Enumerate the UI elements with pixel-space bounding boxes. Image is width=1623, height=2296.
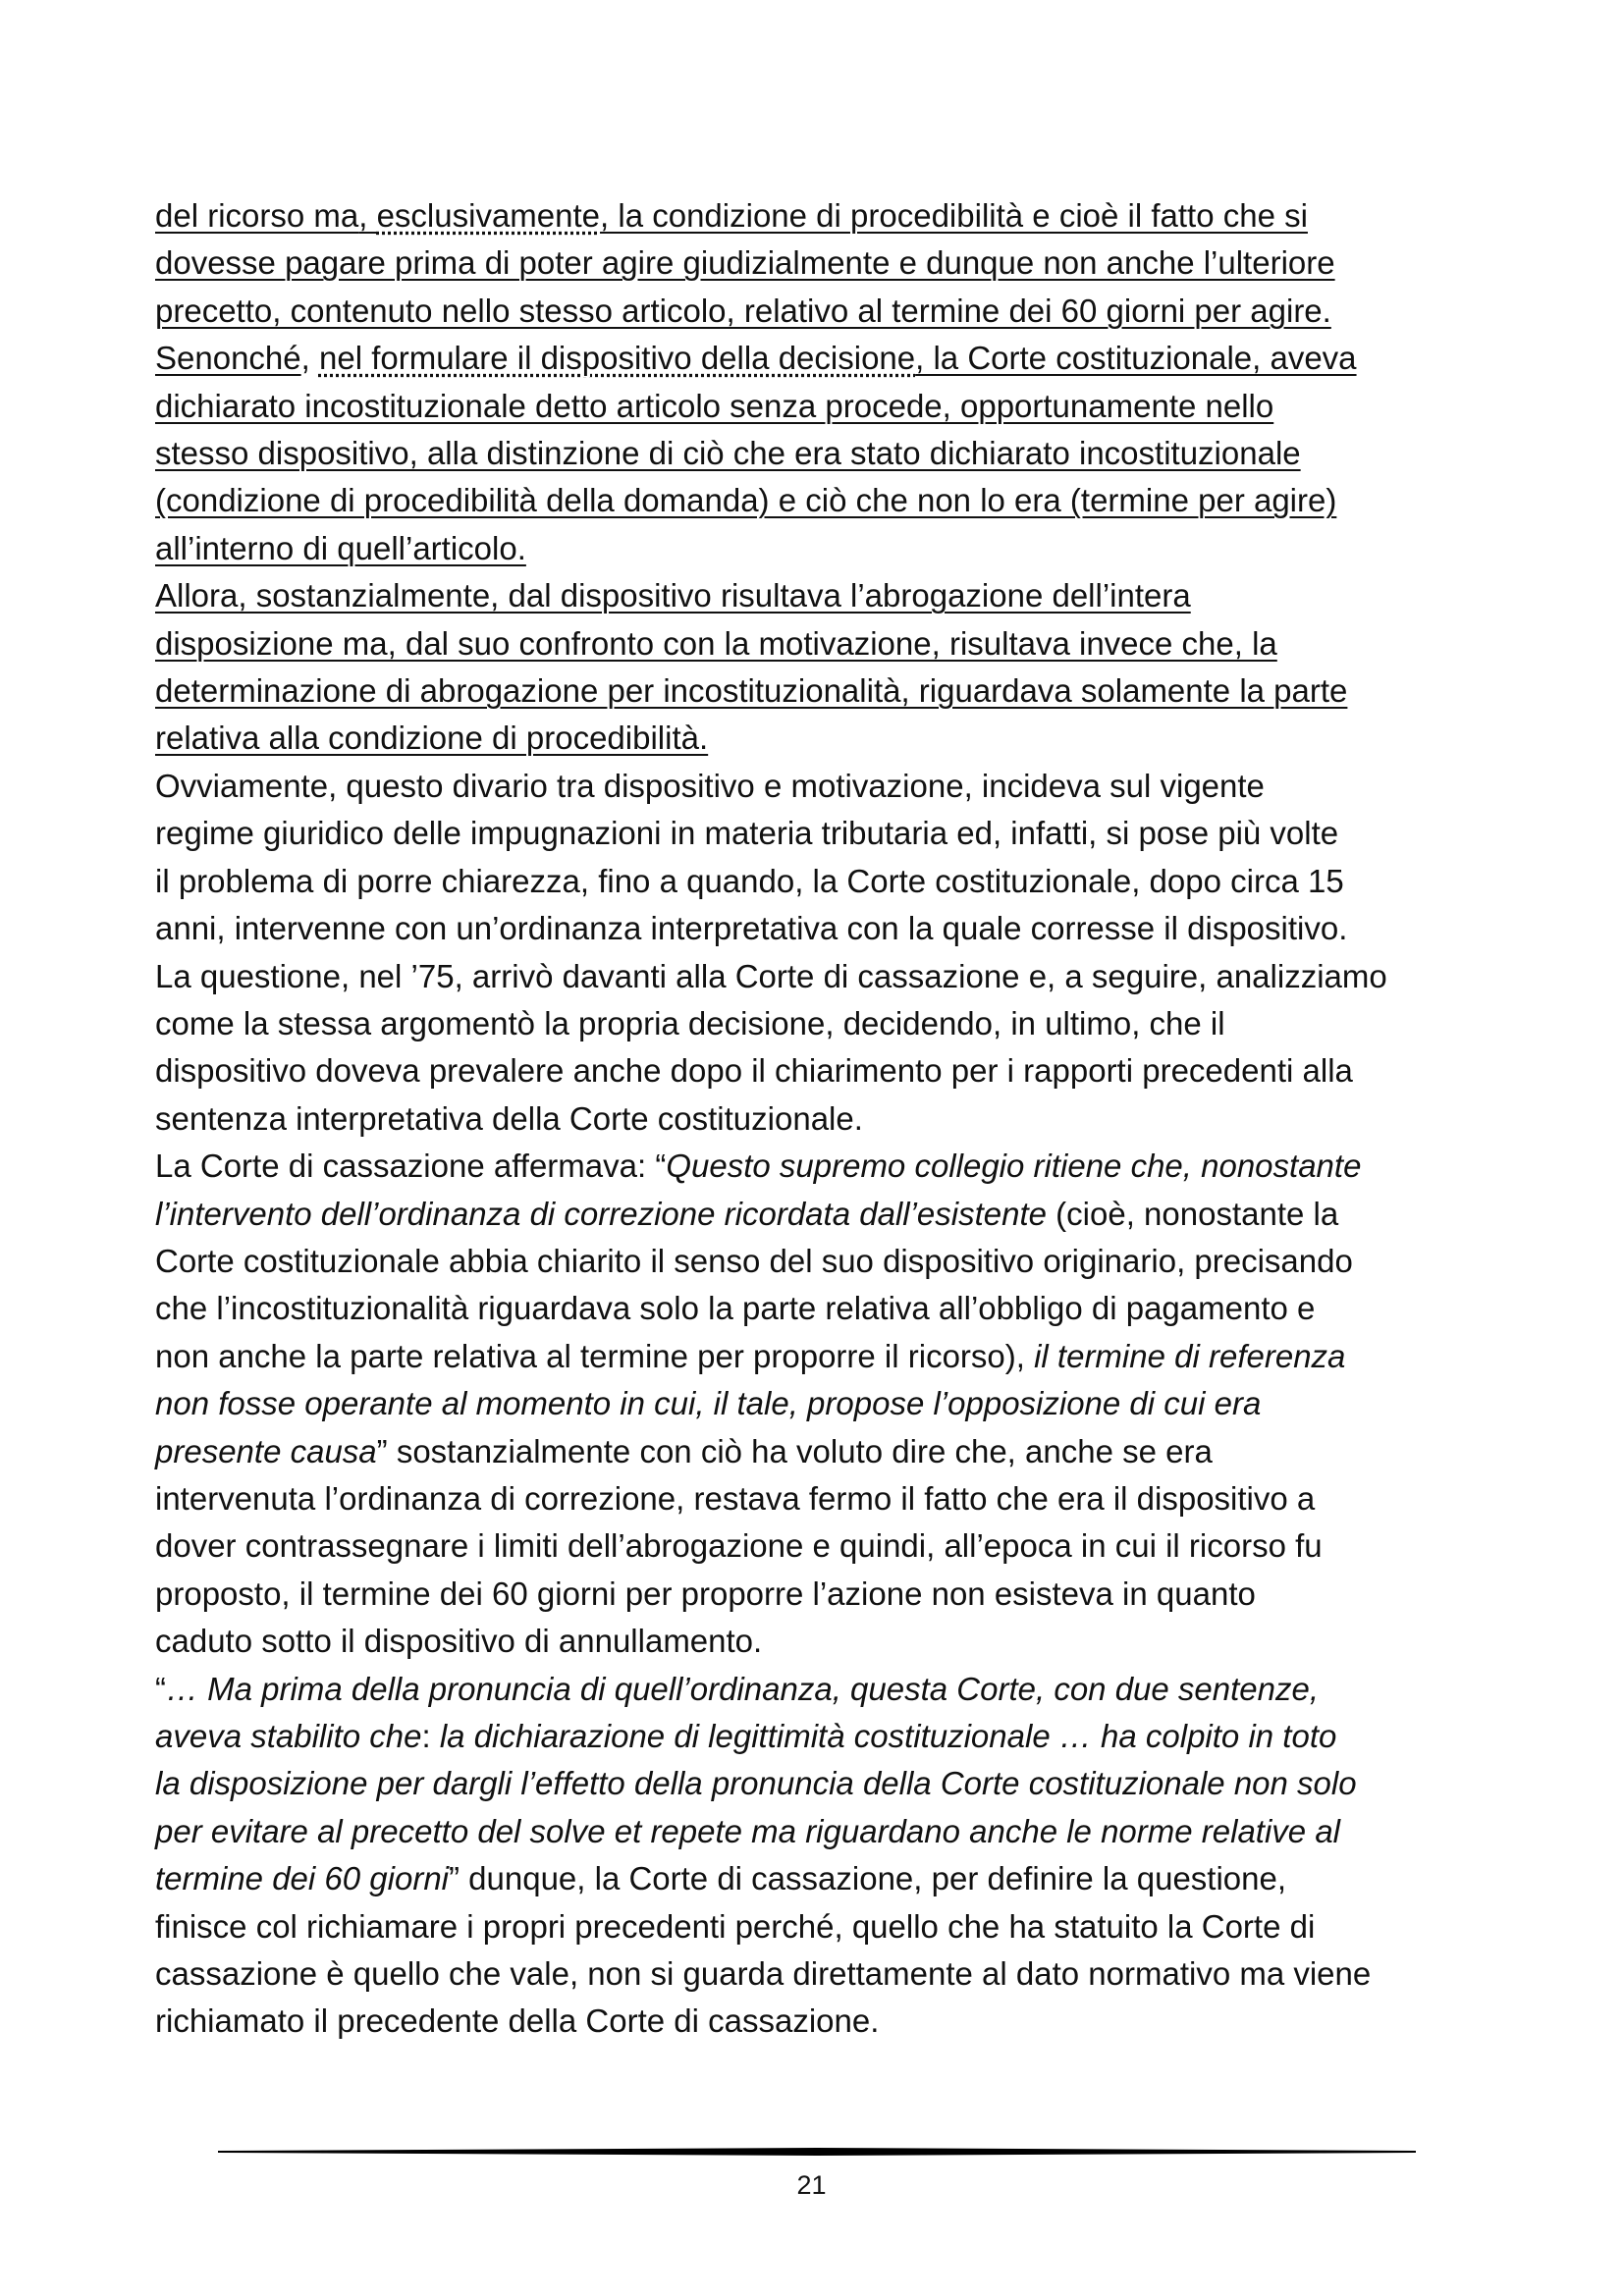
text-run: il termine di referenza [1034, 1337, 1346, 1374]
text-line: anni, intervenne con un’ordinanza interpretativa con la quale corresse il dispositivo. [155, 910, 1348, 947]
text-line: disposizione ma, dal suo confronto con la motivazione, risultava invece che, la [155, 624, 1277, 662]
text-line [155, 192, 1481, 240]
text-run: … Ma prima della pronuncia di quell’ordinanza, questa Corte, con due sentenze, [166, 1670, 1320, 1707]
text-line: stesso dispositivo, alla distinzione di ciò che era stato dichiarato incostituzionale [155, 435, 1301, 472]
text-run: : [421, 1718, 440, 1754]
text-line: precetto, contenuto nello stesso articolo, relativo al termine dei 60 giorni per agire. [155, 292, 1331, 329]
text-line [155, 1666, 1481, 1713]
text-run: esclusivamente [376, 197, 601, 234]
text-run: relativa alla condizione di procedibilità. [155, 720, 709, 757]
text-line [155, 335, 1481, 382]
text-line: La questione, nel ’75, arrivò davanti alla Corte di cassazione e, a seguire, analizziamo [155, 957, 1387, 994]
text-line: cassazione è quello che vale, non si guarda direttamente al dato normativo ma viene [155, 1955, 1372, 1993]
footer-rule-shape [218, 2148, 1416, 2156]
text-line: come la stessa argomentò la propria decisione, decidendo, in ultimo, che il [155, 1004, 1225, 1041]
text-run: “ [155, 1670, 166, 1707]
text-line: proposto, il termine dei 60 giorni per proporre l’azione non esisteva in quanto [155, 1575, 1256, 1612]
text-run: non anche la parte relativa al termine per proporre il ricorso), [155, 1337, 1035, 1374]
text-line: per evitare al precetto del solve et repete ma riguardano anche le norme relative al [155, 1812, 1341, 1849]
text-run: presente causa [155, 1432, 377, 1469]
text-line [155, 1191, 1481, 1238]
text-line [155, 525, 1481, 572]
text-run: all’interno di quell’articolo. [155, 529, 526, 566]
text-line: Ovviamente, questo divario tra dispositivo e motivazione, incideva sul vigente [155, 767, 1265, 804]
text-run: l’intervento dell’ordinanza di correzione ricordata dall’esistente [155, 1195, 1047, 1232]
text-line: (condizione di procedibilità della domanda) e ciò che non lo era (termine per agire) [155, 482, 1337, 519]
text-line: intervenuta l’ordinanza di correzione, restava fermo il fatto che era il dispositivo a [155, 1479, 1316, 1517]
text-line: dovesse pagare prima di poter agire giudizialmente e dunque non anche l’ulteriore [155, 244, 1335, 282]
body-text [155, 192, 1481, 2046]
text-line: regime giuridico delle impugnazioni in materia tributaria ed, infatti, si pose più volte [155, 815, 1339, 852]
text-line: il problema di porre chiarezza, fino a quando, la Corte costituzionale, dopo circa 15 [155, 862, 1344, 899]
page-number: 21 [796, 2170, 827, 2200]
text-line: caduto sotto il dispositivo di annullamento. [155, 1623, 763, 1660]
text-run: ” dunque, la Corte di cassazione, per definire la questione, [449, 1860, 1287, 1897]
text-run: (cioè, nonostante la [1047, 1195, 1339, 1232]
text-line [155, 715, 1481, 762]
text-line: la disposizione per dargli l’effetto della pronuncia della Corte costituzionale non solo [155, 1765, 1357, 1802]
text-line: richiamato il precedente della Corte di cassazione. [155, 2002, 880, 2040]
text-line: sentenza interpretativa della Corte costituzionale. [155, 1099, 863, 1137]
text-line: determinazione di abrogazione per incostituzionalità, riguardava solamente la parte [155, 672, 1348, 710]
text-line [155, 1713, 1481, 1760]
footer-rule-graphic [218, 2148, 1416, 2156]
text-run: , la Corte costituzionale, aveva [915, 340, 1357, 377]
text-line: Corte costituzionale abbia chiarito il senso del suo dispositivo originario, precisando [155, 1242, 1353, 1279]
text-line: Allora, sostanzialmente, dal dispositivo risultava l’abrogazione dell’intera [155, 577, 1191, 614]
text-run: , la condizione di procedibilità e cioè il fatto che si [600, 197, 1308, 234]
text-run: Senonché [155, 340, 301, 377]
text-run: Questo supremo collegio ritiene che, nonostante [666, 1148, 1362, 1185]
text-line [155, 1428, 1481, 1475]
text-run: ” sostanzialmente con ciò ha voluto dire che, anche se era [376, 1432, 1213, 1469]
text-run: aveva stabilito che [155, 1718, 422, 1754]
text-line: che l’incostituzionalità riguardava solo la parte relativa all’obbligo di pagamento e [155, 1290, 1316, 1327]
text-line [155, 1143, 1481, 1190]
text-line: dispositivo doveva prevalere anche dopo il chiarimento per i rapporti precedenti alla [155, 1052, 1353, 1090]
text-run: , [300, 340, 319, 377]
text-run: , [358, 197, 377, 234]
text-line [155, 1855, 1481, 1902]
text-run: nel formulare il dispositivo della decisione [318, 340, 916, 377]
text-line: dichiarato incostituzionale detto articolo senza procede, opportunamente nello [155, 387, 1274, 424]
text-run: del ricorso ma [155, 197, 359, 234]
text-run: la dichiarazione di legittimità costituzionale … ha colpito in toto [439, 1718, 1337, 1754]
text-run: La Corte di cassazione affermava: “ [155, 1148, 667, 1185]
text-run: termine dei 60 giorni [155, 1860, 449, 1897]
text-line: non fosse operante al momento in cui, il tale, propose l’opposizione di cui era [155, 1385, 1262, 1422]
footer-rule [218, 2148, 1416, 2156]
text-line: dover contrassegnare i limiti dell’abrogazione e quindi, all’epoca in cui il ricorso fu [155, 1527, 1323, 1565]
text-line [155, 1333, 1481, 1380]
text-line: finisce col richiamare i propri precedenti perché, quello che ha statuito la Corte di [155, 1907, 1316, 1945]
